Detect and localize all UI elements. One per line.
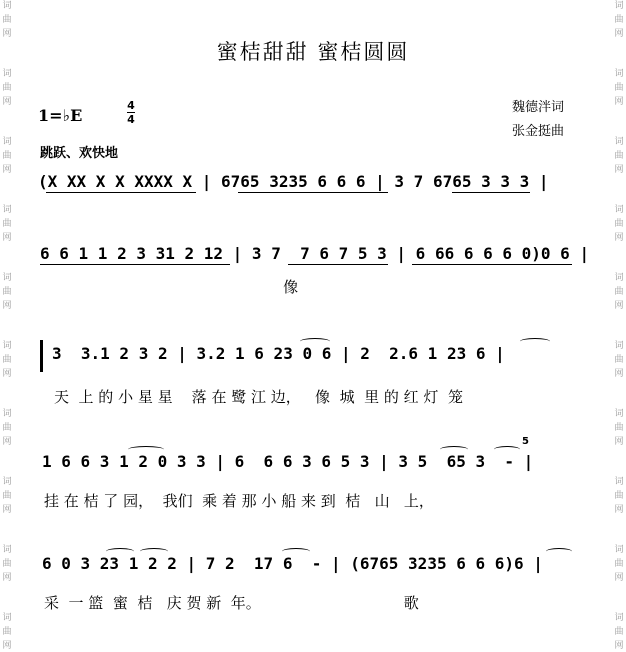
watermark-char: 曲: [614, 355, 624, 365]
watermark-char: 网: [2, 29, 12, 39]
watermark-char: 曲: [2, 491, 12, 501]
lyric-line-3: 天 上 的 小 星 星 落 在 鹭 江 边， 像 城 里 的 红 灯 笼: [54, 388, 463, 406]
watermark-char: 词: [2, 273, 12, 283]
watermark-char: 网: [2, 573, 12, 583]
lyric-line-5: 采 一 篮 蜜 桔 庆 贺 新 年。 歌: [44, 594, 419, 612]
watermark-char: 网: [614, 301, 624, 311]
tie: [520, 338, 550, 345]
tie: [282, 548, 310, 555]
tempo-marking: 跳跃、欢快地: [40, 146, 119, 161]
staff-line-4-notes: 1 6 6 3 1 2 0 3 3 | 6 6 6 3 6 5 3 | 3 5 65 3 - |: [42, 452, 534, 471]
staff-line-3-notes: 3 3.1 2 3 2 | 3.2 1 6 23 0 6 | 2 2.6 1 23 6 |: [52, 344, 505, 363]
watermark-char: 曲: [614, 423, 624, 433]
tie: [140, 548, 168, 555]
watermark-char: 曲: [614, 491, 624, 501]
grace-note: 5: [522, 436, 529, 447]
watermark-char: 词: [614, 1, 624, 11]
beam-line: [238, 192, 388, 193]
watermark-char: 曲: [2, 423, 12, 433]
composer: 张金挺曲: [512, 124, 565, 139]
watermark-char: 曲: [2, 15, 12, 25]
tie: [494, 446, 520, 453]
watermark-char: 网: [2, 233, 12, 243]
watermark-char: 词: [614, 273, 624, 283]
watermark-char: 网: [2, 301, 12, 311]
right-watermark: [612, 0, 626, 651]
beam-line: [452, 192, 530, 193]
beam-line: [412, 264, 572, 265]
watermark-char: 词: [614, 205, 624, 215]
beam-line: [46, 192, 196, 193]
watermark-char: 曲: [2, 219, 12, 229]
watermark-char: 曲: [2, 83, 12, 93]
watermark-char: 词: [2, 1, 12, 11]
left-watermark: [0, 0, 14, 651]
key-signature: 1=♭E: [38, 106, 83, 125]
watermark-char: 词: [614, 545, 624, 555]
watermark-char: 网: [614, 233, 624, 243]
watermark-char: 曲: [2, 151, 12, 161]
watermark-char: 词: [614, 137, 624, 147]
time-signature-bottom: 4: [127, 113, 135, 126]
tie: [300, 338, 330, 345]
repeat-start-bar: [40, 340, 43, 372]
tie: [440, 446, 468, 453]
watermark-char: 词: [2, 613, 12, 623]
watermark-char: 曲: [2, 287, 12, 297]
watermark-char: 网: [2, 165, 12, 175]
watermark-char: 词: [2, 341, 12, 351]
tie: [128, 446, 164, 453]
watermark-char: 词: [614, 69, 624, 79]
lyric-line-4: 挂 在 桔 了 园， 我们 乘 着 那 小 船 来 到 桔 山 上，: [44, 492, 434, 510]
watermark-char: 词: [614, 341, 624, 351]
lyric-line-2: 像: [40, 278, 299, 296]
watermark-char: 词: [614, 477, 624, 487]
watermark-char: 网: [614, 97, 624, 107]
watermark-char: 词: [614, 613, 624, 623]
watermark-char: 曲: [614, 287, 624, 297]
watermark-char: 词: [614, 409, 624, 419]
watermark-char: 词: [2, 69, 12, 79]
credits: [512, 96, 564, 144]
time-signature-top: 4: [127, 99, 135, 112]
watermark-char: 曲: [614, 151, 624, 161]
watermark-char: 词: [2, 137, 12, 147]
watermark-char: 词: [2, 205, 12, 215]
song-title: 蜜桔甜甜 蜜桔圆圆: [216, 40, 410, 64]
watermark-char: 网: [2, 369, 12, 379]
watermark-char: 网: [614, 505, 624, 515]
watermark-char: 曲: [614, 627, 624, 637]
watermark-char: 曲: [614, 15, 624, 25]
staff-line-5-notes: 6 0 3 23 1 2 2 | 7 2 17 6 - | (6765 3235 6 6 6)6 |: [42, 554, 543, 573]
watermark-char: 网: [614, 641, 624, 651]
tie: [546, 548, 572, 555]
watermark-char: 词: [2, 477, 12, 487]
lyricist: 魏德泮词: [512, 100, 565, 115]
watermark-char: 网: [2, 641, 12, 651]
watermark-char: 网: [614, 437, 624, 447]
staff-line-1-notes: (X XX X X XXXX X | 6765 3235 6 6 6 | 3 7 6765 3 3 3 |: [38, 172, 549, 191]
time-signature: [127, 100, 135, 125]
watermark-char: 网: [614, 369, 624, 379]
watermark-char: 词: [2, 545, 12, 555]
beam-line: [288, 264, 388, 265]
watermark-char: 网: [2, 437, 12, 447]
watermark-char: 网: [614, 29, 624, 39]
watermark-char: 网: [614, 165, 624, 175]
watermark-char: 网: [2, 505, 12, 515]
watermark-char: 网: [2, 97, 12, 107]
watermark-char: 曲: [2, 627, 12, 637]
watermark-char: 曲: [614, 83, 624, 93]
watermark-char: 曲: [614, 559, 624, 569]
watermark-char: 曲: [614, 219, 624, 229]
watermark-char: 曲: [2, 559, 12, 569]
tie: [106, 548, 134, 555]
beam-line: [40, 264, 230, 265]
watermark-char: 网: [614, 573, 624, 583]
staff-line-2-notes: 6 6 1 1 2 3 31 2 12 | 3 7 7 6 7 5 3 | 6 66 6 6 6 0)0 6 |: [40, 244, 590, 263]
watermark-char: 词: [2, 409, 12, 419]
watermark-char: 曲: [2, 355, 12, 365]
